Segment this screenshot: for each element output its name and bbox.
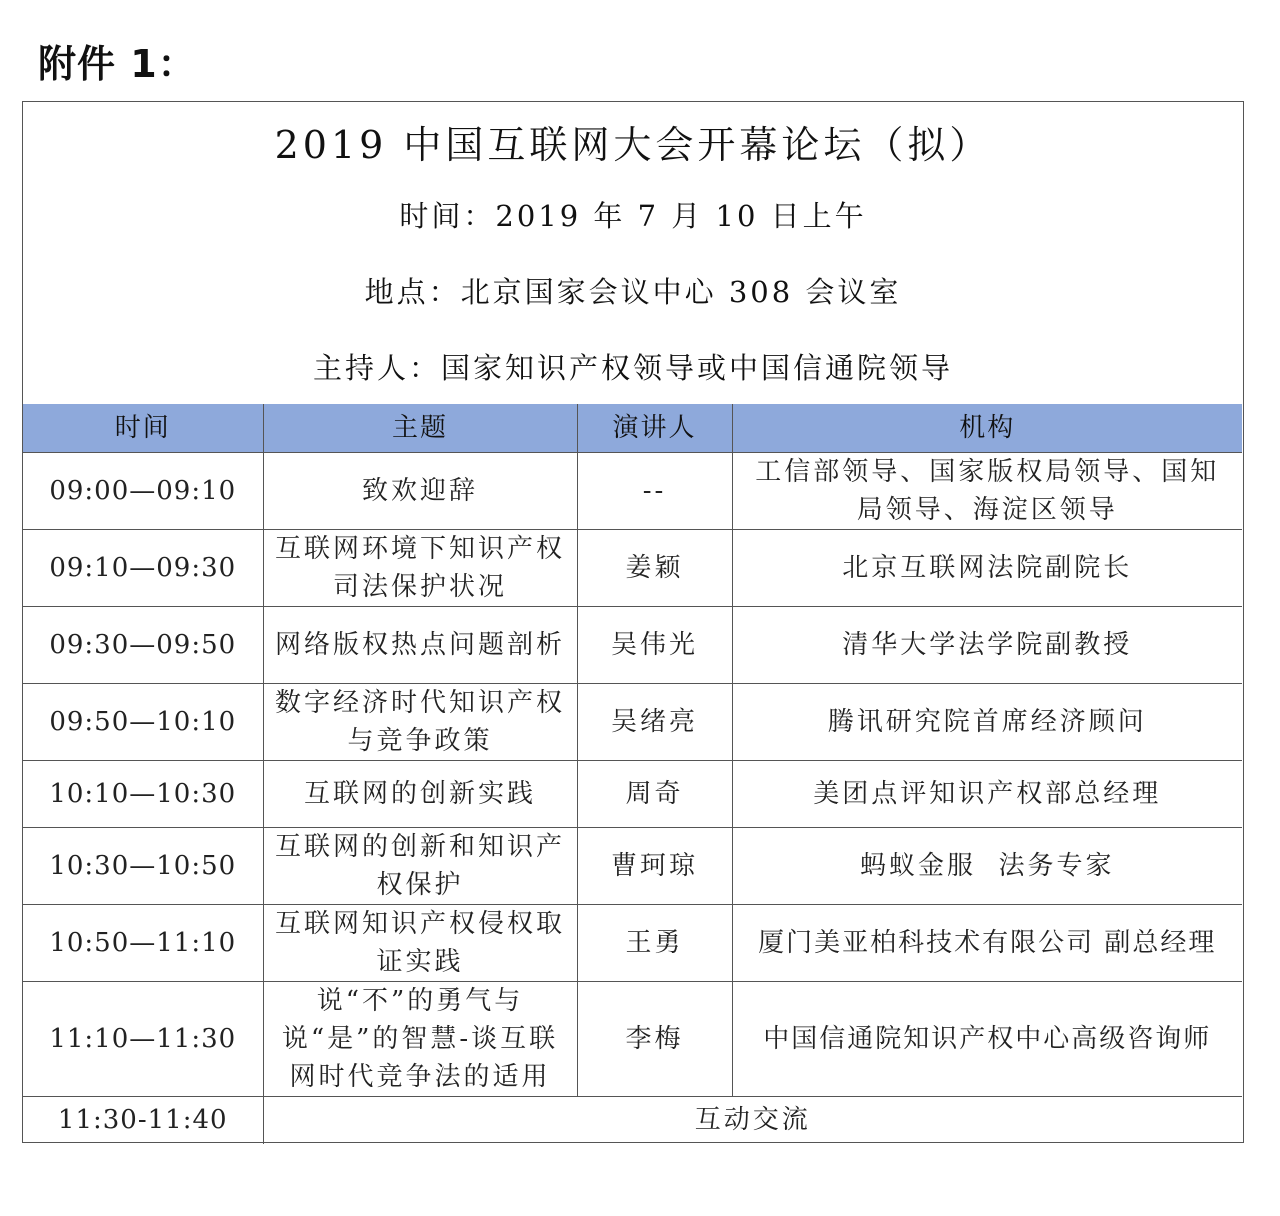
row-org: 中国信通院知识产权中心高级咨询师	[732, 982, 1242, 1097]
table-row	[23, 453, 1242, 530]
header-speaker: 演讲人	[577, 404, 732, 453]
table-row	[23, 530, 1242, 607]
table-header-row	[23, 404, 1242, 453]
table-row	[23, 761, 1242, 828]
header-time: 时间	[23, 404, 263, 453]
table-row	[23, 982, 1242, 1097]
row-speaker: 吴伟光	[577, 607, 732, 684]
row-org: 工信部领导、国家版权局领导、国知局领导、海淀区领导	[732, 453, 1242, 530]
event-host: 主持人：国家知识产权领导或中国信通院领导	[312, 351, 953, 385]
row-time: 09:10—09:30	[23, 530, 263, 607]
table-row	[23, 607, 1242, 684]
row-speaker: --	[577, 453, 732, 530]
row-time: 10:50—11:10	[23, 905, 263, 982]
row-topic: 网络版权热点问题剖析	[263, 607, 577, 684]
row-org: 北京互联网法院副院长	[732, 530, 1242, 607]
row-time: 09:50—10:10	[23, 684, 263, 761]
header-topic: 主题	[263, 404, 577, 453]
table-row	[23, 828, 1242, 905]
row-topic: 说“不”的勇气与说“是”的智慧-谈互联网时代竞争法的适用	[263, 982, 577, 1097]
row-speaker: 王勇	[577, 905, 732, 982]
event-place: 地点：北京国家会议中心 308 会议室	[364, 275, 902, 309]
attachment-label: 附件 1：	[38, 42, 197, 86]
row-time: 10:10—10:30	[23, 761, 263, 828]
row-org: 厦门美亚柏科技术有限公司 副总经理	[732, 905, 1242, 982]
header-org: 机构	[732, 404, 1242, 453]
row-topic: 数字经济时代知识产权与竞争政策	[263, 684, 577, 761]
row-topic: 互联网知识产权侵权取证实践	[263, 905, 577, 982]
table-row	[23, 684, 1242, 761]
interactive-session-label: 互动交流	[263, 1097, 1242, 1144]
row-org: 蚂蚁金服 法务专家	[732, 828, 1242, 905]
schedule-frame	[22, 101, 1244, 1143]
row-org: 美团点评知识产权部总经理	[732, 761, 1242, 828]
schedule-table	[23, 404, 1242, 1144]
row-time: 11:10—11:30	[23, 982, 263, 1097]
row-speaker: 姜颖	[577, 530, 732, 607]
row-time: 09:00—09:10	[23, 453, 263, 530]
row-org: 腾讯研究院首席经济顾问	[732, 684, 1242, 761]
row-topic: 致欢迎辞	[263, 453, 577, 530]
row-time: 09:30—09:50	[23, 607, 263, 684]
forum-title: 2019 中国互联网大会开幕论坛（拟）	[274, 123, 992, 167]
row-speaker: 周奇	[577, 761, 732, 828]
table-row	[23, 905, 1242, 982]
row-topic: 互联网的创新和知识产权保护	[263, 828, 577, 905]
row-speaker: 吴绪亮	[577, 684, 732, 761]
row-speaker: 李梅	[577, 982, 732, 1097]
table-row-interactive	[23, 1097, 1242, 1144]
row-org: 清华大学法学院副教授	[732, 607, 1242, 684]
row-time: 11:30-11:40	[23, 1097, 263, 1144]
row-topic: 互联网的创新实践	[263, 761, 577, 828]
row-topic: 互联网环境下知识产权司法保护状况	[263, 530, 577, 607]
row-speaker: 曹珂琼	[577, 828, 732, 905]
row-time: 10:30—10:50	[23, 828, 263, 905]
event-time: 时间：2019 年 7 月 10 日上午	[399, 199, 867, 233]
